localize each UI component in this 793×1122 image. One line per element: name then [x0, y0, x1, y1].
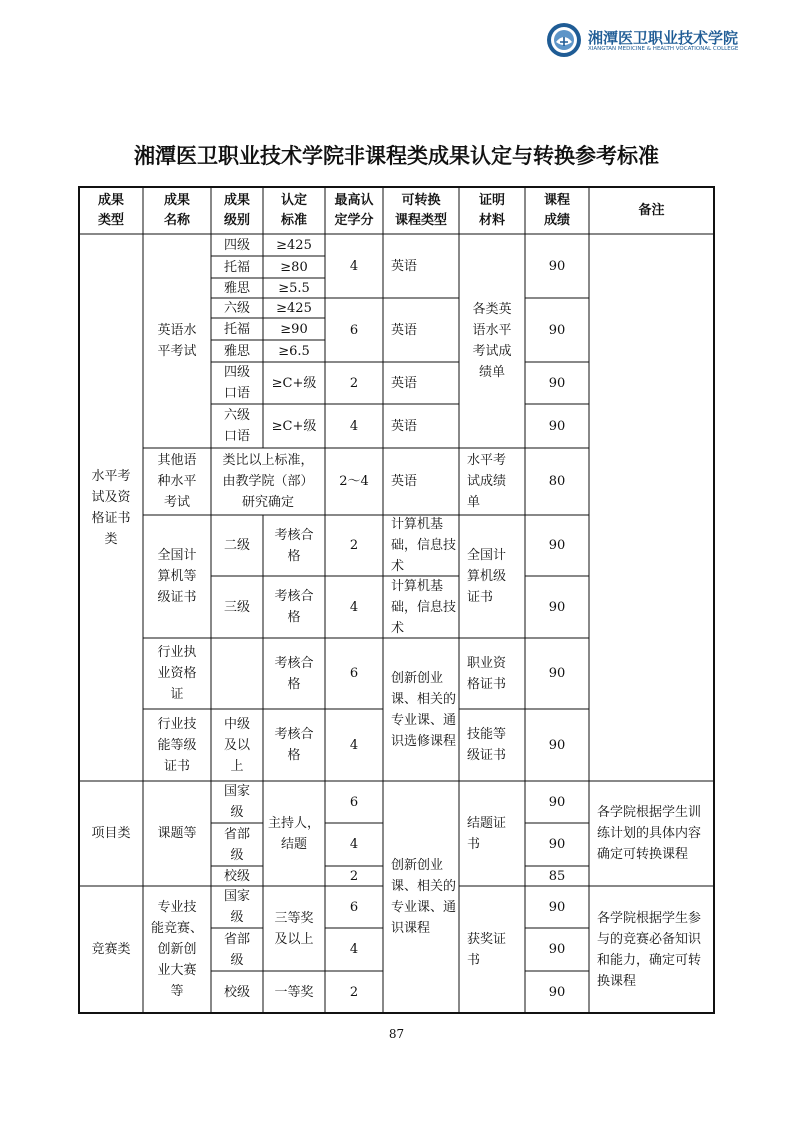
table-cell-cr-computer2-text: 2 [349, 538, 359, 553]
table-cell-sc-comp-school [525, 971, 589, 1013]
table-cell-std-computer2-text: 考核合 格 [274, 527, 314, 564]
table-header-cell-text: 成果 类型 [97, 192, 124, 228]
table-header-cell [383, 187, 459, 234]
table-cell-course-computer2 [383, 515, 459, 576]
table-cell-std-toefl1-text: ≥80 [280, 259, 308, 275]
table-cell-cr-english-a [325, 234, 383, 298]
table-header-cell [143, 187, 211, 234]
table-cell-std-ielts1 [263, 278, 325, 298]
table-cell-course-english-a-text: 英语 [391, 258, 418, 274]
table-cell-lv-cet6-oral-text: 六级 口语 [223, 408, 250, 444]
table-cell-cr-skill-text: 4 [349, 737, 359, 753]
table-cell-proof-computer [459, 515, 525, 638]
table-cell-lv-toefl1-text: 托福 [223, 259, 250, 275]
table-cell-sc-industry-cert-text: 90 [548, 666, 566, 681]
table-cell-proof-competition-text: 获奖证 书 [467, 931, 507, 968]
table-cell-std-cet6-oral-text: ≥C+级 [271, 418, 317, 434]
table-cell-name-project-text: 课题等 [157, 826, 197, 841]
table-cell-cr-cet6-oral-text: 4 [349, 418, 359, 434]
table-cell-course-cet4-oral [383, 362, 459, 404]
table-cell-cr-comp-national-text: 6 [349, 899, 359, 915]
table-cell-course-english-b-text: 英语 [391, 322, 418, 338]
table-header-cell-text: 课程 成绩 [543, 192, 570, 228]
table-cell-sc-english-a [525, 234, 589, 298]
table-header-cell [79, 187, 143, 234]
document-title: 湘潭医卫职业技术学院非课程类成果认定与转换参考标准 [134, 144, 659, 168]
table-cell-std-toefl2-text: ≥90 [280, 321, 308, 337]
table-cell-type-competition-text: 竞赛类 [91, 942, 131, 957]
table-cell-proof-skill-text: 技能等 级证书 [467, 727, 507, 763]
table-cell-note-project [589, 781, 714, 886]
table-cell-course-english-a [383, 234, 459, 298]
table-cell-cr-computer3-text: 4 [349, 599, 359, 615]
table-cell-std-other-lang-text: 类比以上标准， 由教学院（部） 研究确定 [222, 453, 314, 510]
table-cell-std-project-text: 主持人， 结题 [267, 815, 320, 852]
table-cell-sc-comp-national [525, 886, 589, 928]
table-cell-proof-english [459, 234, 525, 448]
table-cell-name-other-lang [143, 448, 211, 515]
table-cell-proof-project-text: 结题证 书 [467, 815, 507, 852]
table-cell-lv-comp-provincial [211, 928, 263, 971]
table-cell-cr-proj-school [325, 866, 383, 886]
table-cell-name-industry-cert [143, 638, 211, 709]
table-cell-cr-english-a-text: 4 [349, 258, 359, 274]
table-cell-std-cet6-text: ≥425 [276, 300, 312, 316]
table-cell-std-toefl1 [263, 256, 325, 278]
table-cell-lv-toefl2-text: 托福 [223, 321, 250, 337]
table-cell-lv-comp-school-text: 校级 [223, 984, 250, 1000]
table-cell-lv-comp-national [211, 886, 263, 928]
table-cell-std-project [263, 781, 325, 886]
table-cell-cr-proj-national [325, 781, 383, 823]
table-cell-note-project-text: 各学院根据学生训 练计划的具体内容 确定可转换课程 [597, 805, 702, 862]
table-cell-proof-industry-cert-text: 职业资 格证书 [467, 655, 507, 692]
table-cell-sc-computer3-text: 90 [548, 599, 566, 615]
table-cell-cr-proj-school-text: 2 [349, 868, 359, 884]
table-cell-lv-proj-provincial-text: 省部 级 [223, 826, 250, 863]
table-cell-note-competition-text: 各学院根据学生参 与的竞赛必备知识 和能力，确定可转 换课程 [597, 910, 702, 989]
table-cell-note-competition [589, 886, 714, 1013]
table-cell-lv-cet6-text: 六级 [223, 300, 250, 316]
table-cell-course-other-lang [383, 448, 459, 515]
table-cell-sc-computer3 [525, 576, 589, 638]
table-cell-std-cet6-oral [263, 404, 325, 448]
table-cell-cr-comp-provincial-text: 4 [349, 942, 359, 957]
table-cell-std-comp-award3-text: 三等奖 及以上 [274, 910, 314, 947]
table-cell-lv-computer3 [211, 576, 263, 638]
table-cell-lv-proj-national [211, 781, 263, 823]
table-cell-std-cet6 [263, 298, 325, 318]
table-cell-std-computer3-text: 考核合 格 [274, 589, 314, 625]
table-cell-std-ielts1-text: ≥5.5 [278, 280, 310, 296]
table-cell-proof-industry-cert [459, 638, 525, 709]
table-cell-std-ielts2-text: ≥6.5 [278, 343, 310, 359]
table-cell-std-toefl2 [263, 318, 325, 340]
table-cell-std-comp-award1-text: 一等奖 [274, 984, 314, 1000]
table-cell-name-skill-level [143, 709, 211, 781]
table-cell-sc-cet4-oral-text: 90 [548, 375, 566, 391]
table-cell-border [589, 234, 714, 781]
table-cell-name-computer [143, 515, 211, 638]
table-cell-std-computer2 [263, 515, 325, 576]
table-header-cell-text: 备注 [638, 202, 665, 218]
table-cell-course-cet4-oral-text: 英语 [391, 375, 418, 391]
table-cell-cr-other-lang-text: 2～4 [339, 474, 369, 489]
table-cell-name-other-lang-text: 其他语 种水平 考试 [157, 453, 197, 510]
table-cell-cr-proj-provincial-text: 4 [349, 837, 359, 852]
table-cell-sc-cet4-oral [525, 362, 589, 404]
table-cell-lv-cet4 [211, 234, 263, 256]
table-cell-std-industry-cert-text: 考核合 格 [274, 655, 314, 692]
table-cell-sc-english-b [525, 298, 589, 362]
table-header-cell [459, 187, 525, 234]
table-cell-cr-comp-provincial [325, 928, 383, 971]
table-cell-sc-proj-school [525, 866, 589, 886]
table-cell-lv-ielts2-text: 雅思 [223, 343, 250, 359]
table-cell-lv-comp-school [211, 971, 263, 1013]
table-cell-name-computer-text: 全国计 算机等 级证书 [157, 548, 197, 605]
table-cell-lv-cet4-oral [211, 362, 263, 404]
table-cell-lv-cet4-text: 四级 [223, 237, 250, 253]
table-cell-cr-proj-national-text: 6 [349, 794, 359, 810]
school-name: 湘潭医卫职业技术学院 [588, 29, 739, 47]
table-cell-lv-comp-national-text: 国家 级 [223, 889, 250, 925]
table-cell-cr-proj-provincial [325, 823, 383, 866]
table-cell-proof-skill [459, 709, 525, 781]
table-cell-sc-industry-cert [525, 638, 589, 709]
table-cell-lv-proj-school [211, 866, 263, 886]
table-cell-lv-skill [211, 709, 263, 781]
table-cell-cr-skill [325, 709, 383, 781]
table-cell-course-cet6-oral [383, 404, 459, 448]
table-cell-lv-proj-school-text: 校级 [223, 868, 250, 884]
table-cell-course-cet6-oral-text: 英语 [391, 418, 418, 434]
table-cell-lv-computer2-text: 二级 [223, 538, 250, 553]
table-header-cell-text: 证明 材料 [478, 192, 505, 228]
table-cell-type-level-text: 水平考 试及资 格证书 类 [91, 468, 131, 547]
table-cell-sc-other-lang-text: 80 [548, 474, 566, 489]
table-cell-sc-cet6-oral-text: 90 [548, 418, 566, 434]
table-cell-sc-computer2-text: 90 [548, 538, 566, 553]
table-cell-cr-industry-cert-text: 6 [349, 666, 359, 681]
table-header-cell [211, 187, 263, 234]
table-header-cell [263, 187, 325, 234]
table-cell-sc-skill-text: 90 [548, 737, 566, 753]
table-cell-std-other-lang [211, 448, 325, 515]
table-header-cell-text: 成果 级别 [223, 192, 250, 228]
table-cell-name-skill-level-text: 行业技 能等级 证书 [157, 716, 197, 774]
table-cell-std-cet4 [263, 234, 325, 256]
table-cell-proof-project [459, 781, 525, 886]
table-cell-type-project [79, 781, 143, 886]
table-cell-lv-ielts1-text: 雅思 [223, 280, 250, 296]
table-cell-lv-proj-national-text: 国家 级 [223, 784, 250, 820]
table-cell-cr-cet4-oral [325, 362, 383, 404]
table-cell-cr-industry-cert [325, 638, 383, 709]
table-cell-cr-cet4-oral-text: 2 [349, 375, 359, 391]
table-cell-std-comp-award1 [263, 971, 325, 1013]
table-cell-sc-proj-provincial-text: 90 [548, 837, 566, 852]
table-cell-lv-computer3-text: 三级 [223, 599, 250, 615]
table-cell-proof-competition [459, 886, 525, 1013]
table-cell-std-computer3 [263, 576, 325, 638]
table-cell-course-computer3 [383, 576, 459, 638]
table-cell-course-computer2-text: 计算机基 础，信息技 术 [391, 517, 457, 574]
table-cell-cr-comp-national [325, 886, 383, 928]
table-cell-course-other-lang-text: 英语 [391, 474, 418, 489]
table-cell-course-industry-text: 创新创业 课、相关的 专业课、通 识选修课程 [391, 670, 457, 749]
table-cell-lv-toefl2 [211, 318, 263, 340]
table-cell-course-project-comp [383, 781, 459, 1013]
table-cell-sc-comp-national-text: 90 [548, 899, 566, 915]
table-cell-sc-english-b-text: 90 [548, 322, 566, 338]
table-cell-name-industry-cert-text: 行业执 业资格 证 [157, 645, 197, 702]
table-cell-std-ielts2 [263, 340, 325, 362]
table-cell-std-skill [263, 709, 325, 781]
table-cell-lv-comp-provincial-text: 省部 级 [223, 931, 250, 968]
table-cell-sc-proj-school-text: 85 [548, 868, 566, 884]
table-cell-lv-computer2 [211, 515, 263, 576]
table-cell-proof-english-text: 各类英 语水平 考试成 绩单 [472, 302, 512, 380]
table-cell-lv-ielts2 [211, 340, 263, 362]
table-cell-sc-comp-provincial [525, 928, 589, 971]
table-cell-cr-english-b-text: 6 [349, 322, 359, 338]
table-cell-cr-comp-school-text: 2 [349, 984, 359, 1000]
table-header-cell-text: 最高认 定学分 [334, 192, 374, 228]
table-cell-std-cet4-text: ≥425 [276, 237, 312, 253]
table-cell-std-cet4-oral [263, 362, 325, 404]
table-cell-name-competition [143, 886, 211, 1013]
table-cell-cr-english-b [325, 298, 383, 362]
table-cell-sc-proj-national [525, 781, 589, 823]
table-cell-sc-other-lang [525, 448, 589, 515]
table-cell-sc-proj-national-text: 90 [548, 794, 566, 810]
table-cell-sc-proj-provincial [525, 823, 589, 866]
table-cell-course-industry [383, 638, 459, 781]
table-header-cell [589, 187, 714, 234]
page-number: 87 [388, 1027, 405, 1041]
table-cell-name-project [143, 781, 211, 886]
table-cell-type-project-text: 项目类 [91, 826, 131, 841]
school-name-english: XIANGTAN MEDICINE & HEALTH VOCATIONAL COLLEGE [588, 46, 739, 52]
table-cell-course-project-comp-text: 创新创业 课、相关的 专业课、通 识课程 [391, 858, 457, 936]
table-cell-sc-skill [525, 709, 589, 781]
table-cell-proof-computer-text: 全国计 算机级 证书 [467, 548, 507, 605]
table-cell-std-cet4-oral-text: ≥C+级 [271, 375, 317, 391]
table-cell-cr-other-lang [325, 448, 383, 515]
table-header-cell [325, 187, 383, 234]
table-cell-lv-skill-text: 中级 及以 上 [223, 716, 250, 774]
table-cell-name-english-text: 英语水 平考试 [157, 323, 197, 359]
table-cell-sc-computer2 [525, 515, 589, 576]
table-cell-std-industry-cert [263, 638, 325, 709]
table-cell-sc-english-a-text: 90 [548, 258, 566, 274]
table-cell-lv-cet4-oral-text: 四级 口语 [223, 365, 250, 401]
table-cell-sc-cet6-oral [525, 404, 589, 448]
table-header-cell-text: 认定 标准 [280, 192, 307, 228]
table-cell-lv-cet6 [211, 298, 263, 318]
table-cell-cr-computer2 [325, 515, 383, 576]
table-cell-type-level [79, 234, 143, 781]
table-cell-sc-comp-provincial-text: 90 [548, 942, 566, 957]
table-cell-lv-ielts1 [211, 278, 263, 298]
table-cell-lv-proj-provincial [211, 823, 263, 866]
table-cell-cr-cet6-oral [325, 404, 383, 448]
table-cell-course-computer3-text: 计算机基 础，信息技 术 [391, 578, 457, 636]
table-cell-name-english [143, 234, 211, 448]
table-cell-cr-computer3 [325, 576, 383, 638]
table-cell-name-competition-text: 专业技 能竞赛、 创新创 业大赛 等 [150, 900, 203, 999]
table-cell-lv-toefl1 [211, 256, 263, 278]
table-header-cell-text: 成果 名称 [163, 192, 190, 228]
table-header-cell-text: 可转换 课程类型 [394, 192, 447, 228]
table-cell-course-english-b [383, 298, 459, 362]
table-cell-proof-other-lang-text: 水平考 试成绩 单 [467, 453, 507, 510]
table-cell-std-comp-award3 [263, 886, 325, 971]
table-header-cell [525, 187, 589, 234]
table-cell-type-competition [79, 886, 143, 1013]
table-cell-proof-other-lang [459, 448, 525, 515]
table-cell-std-skill-text: 考核合 格 [274, 727, 314, 763]
table-cell-lv-cet6-oral [211, 404, 263, 448]
table-cell-sc-comp-school-text: 90 [548, 984, 566, 1000]
table-cell-cr-comp-school [325, 971, 383, 1013]
